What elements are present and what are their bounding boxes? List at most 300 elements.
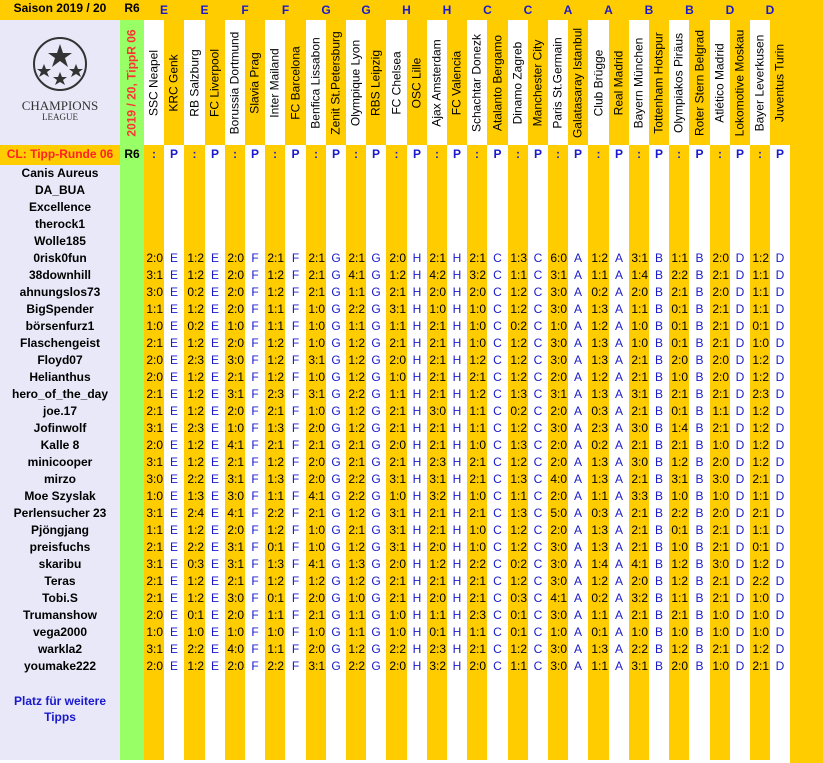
tip-group: H: [447, 250, 467, 267]
tip-score: 2:2: [265, 658, 285, 675]
tip-score: 1:0: [346, 590, 366, 607]
tip-group: B: [649, 335, 669, 352]
tip-score: 1:0: [548, 624, 568, 641]
tip-group: H: [407, 641, 427, 658]
tip-score: 2:3: [750, 386, 770, 403]
tip-group: E: [164, 318, 184, 335]
tip-score: 1:3: [588, 539, 609, 556]
tip-group: E: [205, 335, 225, 352]
tip-group: C: [487, 522, 508, 539]
tip-group: G: [326, 352, 346, 369]
round-gutter: [120, 658, 144, 675]
tip-group: F: [285, 335, 306, 352]
round-gutter: [120, 488, 144, 505]
tip-score: 1:0: [710, 437, 730, 454]
tip-group: H: [407, 471, 427, 488]
tip-score: 1:2: [184, 267, 205, 284]
tip-group: D: [730, 573, 750, 590]
tip-score: 1:0: [184, 624, 205, 641]
tip-group: B: [649, 301, 669, 318]
tip-score: 2:0: [225, 607, 245, 624]
tip-score: 1:0: [669, 624, 689, 641]
round-label: R6: [120, 0, 144, 20]
away-team-name: KRC Genk: [166, 53, 181, 112]
home-team-name: Club Brügge: [591, 49, 605, 116]
tip-score: 3:0: [548, 352, 568, 369]
tip-group: C: [528, 658, 548, 675]
empty-tip-column: [346, 165, 366, 250]
tip-group: F: [245, 335, 265, 352]
tip-group: D: [770, 437, 790, 454]
tip-score: 1:0: [144, 624, 164, 641]
tip-group: D: [730, 624, 750, 641]
tip-group: C: [528, 539, 548, 556]
tip-group: F: [285, 522, 306, 539]
group-label: F: [265, 0, 306, 20]
away-team-name: Slavia Prag: [247, 51, 262, 114]
tip-group: C: [528, 335, 548, 352]
tip-score: 2:1: [306, 267, 326, 284]
tip-score: 1:2: [346, 539, 366, 556]
tip-group: H: [447, 573, 467, 590]
home-team-name: Olympiakos Piräus: [671, 32, 686, 133]
tip-score: 1:3: [588, 335, 609, 352]
tip-score: 3:0: [548, 556, 568, 573]
tip-group: F: [285, 403, 306, 420]
tip-score: 3:2: [629, 590, 649, 607]
tipper-name: Pjöngjang: [0, 522, 120, 539]
tip-group: E: [164, 454, 184, 471]
tip-score: 4:1: [548, 590, 568, 607]
tip-score: 1:2: [346, 573, 366, 590]
tip-score: 2:0: [225, 284, 245, 301]
tip-score: 3:1: [144, 267, 164, 284]
team-header-cell: [669, 20, 689, 145]
tip-group: F: [285, 420, 306, 437]
tip-score: 2:1: [467, 250, 487, 267]
tip-score: 2:1: [710, 318, 730, 335]
empty-tip-column: [245, 675, 265, 760]
tip-score: 2:0: [386, 556, 407, 573]
tip-group: C: [528, 420, 548, 437]
empty-tip-column: [306, 165, 326, 250]
tip-score: 3:2: [427, 488, 447, 505]
tip-score: 3:2: [467, 267, 487, 284]
tip-group: D: [730, 369, 750, 386]
tip-group: G: [366, 403, 386, 420]
tip-score: 1:1: [588, 658, 609, 675]
tip-group: H: [447, 454, 467, 471]
tip-group: B: [689, 437, 710, 454]
tip-score: 1:2: [588, 573, 609, 590]
team-header-cell: [386, 20, 407, 145]
tip-group: G: [326, 590, 346, 607]
tip-group: B: [689, 369, 710, 386]
empty-tip-column: [710, 675, 730, 760]
round-gutter: [120, 454, 144, 471]
round-gutter: [120, 522, 144, 539]
tip-group: F: [245, 624, 265, 641]
tip-score: 3:0: [548, 284, 568, 301]
tip-score: 2:1: [427, 369, 447, 386]
tip-score: 3:0: [427, 403, 447, 420]
empty-tip-column: [568, 165, 588, 250]
nontipper-name: Wolle185: [0, 233, 120, 250]
empty-tip-column: [427, 165, 447, 250]
tip-score: 2:1: [265, 437, 285, 454]
tip-score: 4:1: [225, 437, 245, 454]
tip-group: C: [487, 267, 508, 284]
tip-score: 2:1: [669, 607, 689, 624]
tip-score: 0:1: [427, 624, 447, 641]
tip-group: B: [689, 658, 710, 675]
tip-score: 4:1: [225, 505, 245, 522]
empty-tip-column: [770, 165, 790, 250]
tip-score: 2:0: [225, 403, 245, 420]
tip-group: D: [730, 267, 750, 284]
group-label: B: [629, 0, 669, 20]
empty-tip-column: [467, 165, 487, 250]
group-label: F: [225, 0, 265, 20]
away-team-name: FC Barcelona: [288, 45, 302, 120]
tip-group: D: [730, 607, 750, 624]
tip-group: E: [164, 301, 184, 318]
tip-group: E: [205, 658, 225, 675]
tip-score: 3:1: [144, 505, 164, 522]
p-mark: P: [730, 145, 750, 165]
tip-group: C: [528, 369, 548, 386]
group-label: A: [548, 0, 588, 20]
tip-score: 2:0: [548, 403, 568, 420]
tip-score: 3:0: [548, 573, 568, 590]
tip-score: 2:1: [710, 539, 730, 556]
tip-group: F: [245, 250, 265, 267]
tip-score: 2:1: [629, 471, 649, 488]
tip-score: 0:1: [750, 318, 770, 335]
team-header-cell: [730, 20, 750, 145]
tip-score: 2:0: [306, 471, 326, 488]
tip-score: 2:0: [548, 369, 568, 386]
tip-score: 1:1: [427, 607, 447, 624]
tip-score: 2:2: [184, 471, 205, 488]
tip-score: 2:1: [467, 590, 487, 607]
tip-group: B: [689, 454, 710, 471]
tip-group: A: [568, 267, 588, 284]
p-mark: P: [770, 145, 790, 165]
empty-tip-column: [649, 165, 669, 250]
tip-group: H: [407, 556, 427, 573]
tip-group: E: [205, 267, 225, 284]
tip-group: G: [326, 335, 346, 352]
tip-group: E: [205, 607, 225, 624]
tip-score: 2:0: [548, 488, 568, 505]
round-gutter: [120, 352, 144, 369]
cl-round-r6: R6: [120, 145, 144, 165]
tip-score: 2:1: [669, 437, 689, 454]
tip-score: 2:1: [750, 471, 770, 488]
tip-group: E: [164, 556, 184, 573]
tip-group: E: [164, 539, 184, 556]
tip-group: A: [568, 641, 588, 658]
empty-tip-column: [184, 165, 205, 250]
tip-score: 2:0: [629, 284, 649, 301]
tip-score: 1:1: [467, 624, 487, 641]
tip-score: 1:2: [184, 437, 205, 454]
empty-tip-column: [427, 675, 447, 760]
tip-score: 3:0: [548, 335, 568, 352]
tip-group: F: [285, 267, 306, 284]
tip-group: C: [528, 522, 548, 539]
tip-group: E: [164, 590, 184, 607]
tip-group: G: [326, 437, 346, 454]
tip-group: F: [285, 573, 306, 590]
round-gutter: [120, 403, 144, 420]
tip-group: E: [205, 250, 225, 267]
tip-score: 1:3: [184, 488, 205, 505]
tip-score: 2:1: [427, 573, 447, 590]
tip-group: H: [447, 556, 467, 573]
away-team-name: Juventus Turin: [772, 43, 787, 122]
tip-score: 1:3: [346, 556, 366, 573]
tip-group: D: [730, 505, 750, 522]
round-vertical-cell: [120, 20, 144, 145]
tip-score: 1:0: [386, 488, 407, 505]
tip-score: 1:2: [265, 284, 285, 301]
tip-score: 2:1: [386, 420, 407, 437]
tip-group: G: [366, 369, 386, 386]
tip-group: F: [245, 420, 265, 437]
tip-group: G: [326, 284, 346, 301]
tip-group: G: [366, 301, 386, 318]
tip-score: 1:2: [669, 573, 689, 590]
tip-score: 2:1: [467, 471, 487, 488]
tip-group: D: [770, 641, 790, 658]
tip-score: 2:0: [710, 284, 730, 301]
tip-score: 1:0: [467, 301, 487, 318]
tipper-name: Flaschengeist: [0, 335, 120, 352]
tip-score: 1:0: [467, 437, 487, 454]
tip-score: 1:3: [508, 437, 528, 454]
tip-group: A: [568, 658, 588, 675]
tip-group: H: [447, 318, 467, 335]
tip-score: 0:2: [508, 403, 528, 420]
tip-group: F: [245, 471, 265, 488]
right-filler: [790, 0, 823, 763]
round-gutter: [120, 420, 144, 437]
tip-group: B: [689, 471, 710, 488]
tip-group: E: [164, 386, 184, 403]
tip-group: B: [689, 641, 710, 658]
tip-group: G: [326, 386, 346, 403]
tip-group: H: [447, 539, 467, 556]
tip-group: E: [205, 624, 225, 641]
round-gutter: [120, 369, 144, 386]
empty-tip-column: [407, 165, 427, 250]
tip-group: H: [407, 522, 427, 539]
tip-score: 1:0: [548, 318, 568, 335]
tip-score: 2:1: [467, 454, 487, 471]
tip-group: G: [366, 522, 386, 539]
empty-tip-column: [467, 675, 487, 760]
tip-score: 0:2: [588, 437, 609, 454]
tip-group: G: [366, 352, 386, 369]
tip-group: B: [689, 556, 710, 573]
tip-group: F: [245, 539, 265, 556]
tip-score: 2:1: [467, 641, 487, 658]
empty-tip-column: [669, 675, 689, 760]
tipper-name: preisfuchs: [0, 539, 120, 556]
tip-group: G: [326, 250, 346, 267]
team-header-cell: [588, 20, 609, 145]
tip-score: 2:1: [467, 573, 487, 590]
tip-score: 4:1: [306, 556, 326, 573]
tip-group: D: [770, 420, 790, 437]
nontipper-name: DA_BUA: [0, 182, 120, 199]
tip-score: 0:3: [588, 403, 609, 420]
colon-mark: :: [750, 145, 770, 165]
tip-score: 1:0: [386, 369, 407, 386]
tip-score: 3:1: [225, 471, 245, 488]
tip-score: 1:0: [629, 318, 649, 335]
tip-score: 2:2: [386, 641, 407, 658]
p-mark: P: [649, 145, 669, 165]
group-label: E: [144, 0, 184, 20]
tip-score: 0:1: [669, 318, 689, 335]
team-header-cell: [750, 20, 770, 145]
tip-score: 3:0: [629, 454, 649, 471]
tip-group: C: [487, 539, 508, 556]
tip-group: A: [568, 454, 588, 471]
tip-score: 2:1: [386, 335, 407, 352]
tip-group: A: [568, 573, 588, 590]
tip-group: H: [407, 352, 427, 369]
away-team-name: OSC Lille: [409, 57, 424, 108]
home-team-name: Bayern München: [631, 37, 646, 128]
round-vertical-label: 2019 / 20, TippR 06: [124, 28, 139, 137]
colon-mark: :: [265, 145, 285, 165]
tip-score: 1:3: [265, 556, 285, 573]
tip-score: 0:1: [669, 522, 689, 539]
tipper-name: Kalle 8: [0, 437, 120, 454]
tip-group: G: [366, 573, 386, 590]
tip-score: 1:1: [144, 522, 164, 539]
tip-score: 1:2: [588, 318, 609, 335]
empty-tip-column: [245, 165, 265, 250]
tip-group: G: [326, 301, 346, 318]
tip-score: 2:0: [386, 437, 407, 454]
empty-tip-column: [710, 165, 730, 250]
tip-group: B: [649, 624, 669, 641]
tip-group: G: [366, 284, 386, 301]
tip-score: 2:2: [669, 505, 689, 522]
tip-score: 1:2: [750, 420, 770, 437]
tip-group: H: [447, 301, 467, 318]
tip-score: 2:0: [225, 250, 245, 267]
tip-group: G: [326, 369, 346, 386]
empty-tip-column: [326, 675, 346, 760]
tip-group: E: [205, 301, 225, 318]
tip-score: 1:0: [669, 369, 689, 386]
tip-score: 2:1: [710, 386, 730, 403]
tipper-name: youmake222: [0, 658, 120, 675]
tip-group: A: [609, 624, 629, 641]
tip-score: 1:2: [184, 573, 205, 590]
tip-group: E: [164, 522, 184, 539]
tip-group: D: [770, 522, 790, 539]
tip-score: 1:2: [508, 573, 528, 590]
tip-score: 2:0: [225, 335, 245, 352]
tip-group: F: [245, 607, 265, 624]
tip-score: 1:2: [750, 352, 770, 369]
tip-score: 2:1: [710, 522, 730, 539]
tip-group: E: [205, 420, 225, 437]
tip-group: D: [730, 352, 750, 369]
tip-group: B: [649, 505, 669, 522]
tip-score: 2:1: [629, 522, 649, 539]
tip-group: B: [689, 335, 710, 352]
tip-score: 1:1: [346, 607, 366, 624]
tip-score: 2:3: [588, 420, 609, 437]
tip-group: A: [609, 352, 629, 369]
tip-group: B: [689, 607, 710, 624]
tip-score: 2:3: [184, 352, 205, 369]
tip-group: G: [366, 335, 386, 352]
tip-score: 2:0: [710, 250, 730, 267]
tip-score: 2:0: [548, 522, 568, 539]
tip-score: 0:1: [508, 607, 528, 624]
tip-group: D: [730, 471, 750, 488]
tip-group: E: [205, 488, 225, 505]
tip-group: E: [164, 573, 184, 590]
tip-group: C: [528, 641, 548, 658]
tip-group: H: [407, 505, 427, 522]
tip-score: 2:2: [265, 505, 285, 522]
tip-score: 1:0: [710, 624, 730, 641]
tip-group: B: [649, 403, 669, 420]
tip-group: D: [770, 539, 790, 556]
tip-group: F: [245, 522, 265, 539]
tip-score: 1:2: [508, 420, 528, 437]
tip-group: H: [447, 522, 467, 539]
tip-score: 1:1: [346, 318, 366, 335]
tip-group: E: [164, 369, 184, 386]
tip-group: B: [649, 607, 669, 624]
tip-score: 3:0: [548, 607, 568, 624]
tip-group: B: [689, 318, 710, 335]
tip-score: 1:2: [184, 386, 205, 403]
tip-group: C: [528, 437, 548, 454]
empty-tip-column: [265, 165, 285, 250]
tip-group: G: [326, 522, 346, 539]
team-header-cell: [407, 20, 427, 145]
tip-group: F: [285, 590, 306, 607]
tip-score: 3:1: [386, 301, 407, 318]
tip-score: 1:1: [508, 488, 528, 505]
tip-group: E: [205, 284, 225, 301]
tip-score: 2:0: [225, 301, 245, 318]
tip-group: D: [770, 573, 790, 590]
tip-score: 1:0: [225, 318, 245, 335]
tip-score: 1:3: [588, 454, 609, 471]
team-header-cell: [164, 20, 184, 145]
tip-group: A: [609, 250, 629, 267]
team-header-cell: [447, 20, 467, 145]
tip-score: 2:2: [346, 301, 366, 318]
tip-score: 1:2: [588, 250, 609, 267]
tip-score: 3:1: [629, 658, 649, 675]
p-mark: P: [366, 145, 386, 165]
tip-score: 2:0: [144, 369, 164, 386]
